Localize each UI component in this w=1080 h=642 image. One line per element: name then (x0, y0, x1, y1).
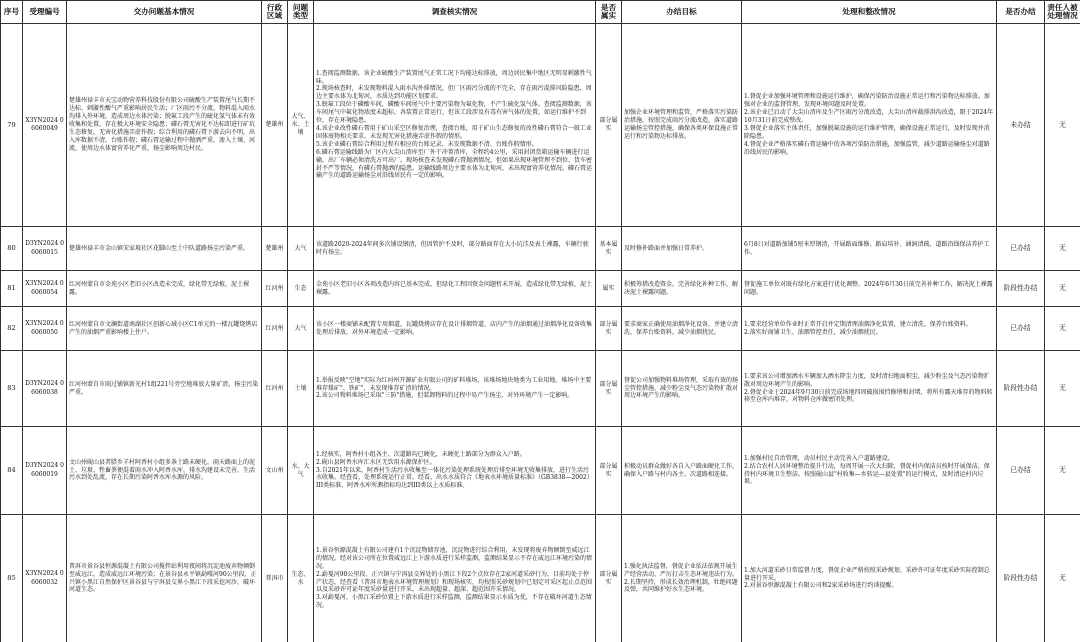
row-type: 大气、水、土壤 (288, 24, 314, 227)
table-row (1, 515, 1080, 642)
row-accountability: 无 (1045, 24, 1080, 227)
row-region: 红河州 (262, 271, 288, 307)
row-verified: 部分属实 (596, 307, 622, 351)
row-problem: 文山州砚山县者腊乡羊村阿香村小组多条土路未硬化，雨天路面上的泥土、垃圾、牲畜粪便混着雨水冲入阿香水库，排水沟建设未完善，生活污水到处乱流，存在长期污染阿香水库水源的风险。 (67, 427, 262, 515)
row-investigation: 1.举报反映"空地"实际为红河州开源矿业有限公司的矿料堆场，该堆场地块地类为工业用地。堆场中主要堆存煤矿"、铁矿"，未发现堆存矿渣的情况。 2.该公司物料堆场已采取"三防"措施，但装卸物料的过程中易产生扬尘，对外环境产生一定影响。 (314, 351, 596, 427)
header-accountability: 责任人被处理情况 (1045, 1, 1080, 24)
row-goal: 督促公司加强物料堆场管理，采取有效的扬尘管控措施，减少粉尘及气态污染物扩散对周边环境产生的影响。 (622, 351, 742, 427)
row-investigation: 1.景谷恒源混凝土有限公司建有1个沉淀物储存池，沉淀物进行综合利用，未发现将废弃物倾倒至威远江的情况。经对该公司所在位置威远江上下游水质进行采样监测，监测结果显示不存在威远江环境污染的情况。 2.勐戛河90公里段、正兴镇与宁洱县交界处的小黑江下段2个点位存在2家河道采砂行为，目前均处于停产状态，经查看《普洱市地表水环境管理规划》和现场核实，均按照采砂规划中已划定可采区起止点范围以及采砂许可证年度采砂量进行开采，未出现超量、超深、超范围开采情况。 3.对勐戛河、小黑江采砂位置上下游水质进行采样监测，监测结果显示水质为优，不存在破坏河道生态情况。 (314, 515, 596, 642)
row-type: 大气 (288, 227, 314, 271)
table-row (1, 227, 1080, 271)
row-verified: 部分属实 (596, 427, 622, 515)
row-problem: 红河州蒙自市文澜街道南湖社区创新心域小区C1单元的一楼瓦罐烧烤店产生的油烟严重影响楼上住户。 (67, 307, 262, 351)
row-goal: 要求商家正确使用油烟净化设备，并建立清洗、保养台账资料，减少油烟扰民。 (622, 307, 742, 351)
header-goal: 办结目标 (622, 1, 742, 24)
row-accountability: 无 (1045, 427, 1080, 515)
row-type: 水、大气 (288, 427, 314, 515)
row-problem: 红河州蒙自市金苑小区老旧小区改造未完成，绿化带无绿植，泥土裸露。 (67, 271, 262, 307)
header-type: 问题类型 (288, 1, 314, 24)
row-rectification: 6月8日对道路加铺5厘米厚钢渣，开展路面维修、路肩培补、涵洞清疏、道路沿线保洁养护工作。 (742, 227, 997, 271)
row-verified: 部分属实 (596, 515, 622, 642)
row-no: 82 (1, 307, 23, 351)
row-type: 生态 (288, 271, 314, 307)
header-verified: 是否属实 (596, 1, 622, 24)
row-goal: 及时修补路面并加强日常养护。 (622, 227, 742, 271)
row-completed: 已办结 (997, 227, 1045, 271)
table-row (1, 271, 1080, 307)
row-goal: 积极动员群众做好各自入户路面硬化工作，确保入户路与村内各主、次道路相连接。 (622, 427, 742, 515)
row-investigation: 1.查阅监测数据，该企业硫酸生产装置尾气正常工况下均能达标排放，周边居民集中地区无明显刺激性气味。 2.现场核查时，未发现物料混入雨水沟外排情况，但厂区雨污分流的不完全，存在雨污混排风险隐患，周边主要水体为北甸河，水质达到功能区划要求。 3.脱氟工段位于磷酸车间，磷酸车间尾气中主要污染物为氟化物，不产生硫化氢气体。查阅监测数据，该车间尾气中氟化物浓度未超标，各装置正常运行，但该工段涉及有毒有害气体的处置，如运行维护不到位，存在环境隐患。 4.该企业改性磷石膏用于矿山采空区修复治理，查阅台账，用于矿山生态修复的改性磷石膏符合一般工业固体废物相关要求，未发现无害化措施弄虚作假的情形。 5.该企业磷石膏综合利用过程有相应的台账记录，未发现数据不清、台账作假情形。 6.磷石膏运输线路为厂区内大尖山渣库至厂外干冲菁渣库，全程约4公里，采用封闭货箱运输车辆进行运输，出厂车辆必须清洗方可出厂。现场核查未发现磷石膏抛洒情况，但如果出现环境管理不到位、货车密封不严等情况，有磷石膏抛洒的隐患。运输线路周边主要水体为北甸河，未出现富营养化情况。磷石膏运输产生的道路运输扬尘对沿线居民有一定的影响。 (314, 24, 596, 227)
row-no: 85 (1, 515, 23, 642)
row-completed: 阶段性办结 (997, 515, 1045, 642)
table-row (1, 307, 1080, 351)
header-problem: 交办问题基本情况 (67, 1, 262, 24)
row-problem: 普洱市景谷县恒源混凝土有限公司搅拌站利用夜间将沉淀池废弃物倾倒至威远江，造成威远江环境污染；在景谷县永平镇勐嘎河90公里段、正兴镇小黑江自然保护区景谷县与宁洱县交界小黑江下段采挖河沙，破坏河道生态。 (67, 515, 262, 642)
header-no: 序号 (1, 1, 23, 24)
row-rectification: 1.加强村民自治管理，动员村民主动完善入户道路建设。 2.结合农村人居环境整治提升行动，每周开展一次大扫除，督促村内保洁员按时开展保洁，保持村内环境卫生整洁。按照砚山县"村收集—乡转运—县处置"的运行模式，及时清运村内垃圾。 (742, 427, 997, 515)
row-verified: 部分属实 (596, 351, 622, 427)
row-completed: 阶段性办结 (997, 351, 1045, 427)
row-region: 文山州 (262, 427, 288, 515)
row-problem: 楚雄州禄丰市金山镇宋家坡社区花脚山至土中队道路扬尘污染严重。 (67, 227, 262, 271)
row-rectification: 1.要求该公司增加洒水车辆加大洒水降尘力度，及时清扫地面积尘，减少粉尘及气态污染物扩散对周边环境产生的影响。 2.督促企业于2024年9月30日前完成场地四周破损围挡修缮和封堵，将所有露天堆存的物料转移至仓库内堆存，对物料仓库做密闭处理。 (742, 351, 997, 427)
header-investigation: 调查核实情况 (314, 1, 596, 24)
row-rectification: 督促施工单位对既有绿化方案进行优化调整，2024年6月30日前完善补种工作，解决泥土裸露问题。 (742, 271, 997, 307)
row-type: 土壤 (288, 351, 314, 427)
row-verified: 部分属实 (596, 24, 622, 227)
row-accountability: 无 (1045, 271, 1080, 307)
header-region: 行政区域 (262, 1, 288, 24)
row-region: 普洱市 (262, 515, 288, 642)
row-accountability: 无 (1045, 307, 1080, 351)
row-investigation: 该道路2020-2024年间多次铺设钢渣，但因管护不及时，部分路面存在大小坑洼及表土裸露，车辆行驶时有扬尘。 (314, 227, 596, 271)
row-accountability: 无 (1045, 227, 1080, 271)
row-region: 楚雄州 (262, 24, 288, 227)
row-id: X3YN2024 06060032 (23, 515, 67, 642)
row-id: X3YN2024 06060054 (23, 271, 67, 307)
row-no: 81 (1, 271, 23, 307)
row-id: D3YN2024 06060038 (23, 351, 67, 427)
row-problem: 楚雄州禄丰市天宝动物营养科技股份有限公司硫酸生产装置尾气长期不达标，刺激性酸气严重影响居民生活；厂区雨污不分流，物料混入雨水沟排入外环境，造成周边水体污染；脱氟工段产生的硫化氢气体未有效收集和处置，存在极大环境安全隐患；磷石膏无害化不达标即进行矿坑生态修复，无害化措施弄虚作假；综合利用的磷石膏下游去向不明，出入库数据不清，台账作假；磷石膏运输过程中抛洒严重，渗入土壤、河流，使周边水体富营养化严重，扬尘影响周边村民。 (67, 24, 262, 227)
header-id: 受理编号 (23, 1, 67, 24)
row-goal: 1.强化执法监督，督促企业依法依规开展生产经营活动，严厉打击生态环境违法行为。 2.长期坚持，形成长效治理机制，牡绝问题反弹，共同维护好水生态环境。 (622, 515, 742, 642)
row-rectification: 1.督促企业加强环境管理和设施运行维护，确保污染防治设施正常运行和污染物达标排放。加强对企业的监督管理，发现环境问题及时处置。 2.该企业已启动了大尖山渣库及生产区雨污分流改造，大尖山渣库截排洪沟改造，限于2024年10月31日前完成整改。 3.督促企业落实主体责任，加强脱氟设施的运行维护管理，确保设施正常运行，及时发现并消除隐患。 4.督促企业严格落实磷石膏运输中的各项污染防治措施，加强监管，减少道路运输扬尘对道路沿线居民的影响。 (742, 24, 997, 227)
row-region: 红河州 (262, 307, 288, 351)
row-accountability: 无 (1045, 351, 1080, 427)
row-type: 大气 (288, 307, 314, 351)
row-investigation: 金苑小区老旧小区各项改造内容已基本完成，但绿化工程因资金问题暂未开展，造成绿化带无绿植，泥土裸露。 (314, 271, 596, 307)
table-row (1, 24, 1080, 227)
row-id: D3YN2024 06060015 (23, 227, 67, 271)
row-region: 楚雄州 (262, 227, 288, 271)
row-completed: 阶段性办结 (997, 271, 1045, 307)
row-completed: 已办结 (997, 427, 1045, 515)
row-id: X3YN2024 06060050 (23, 307, 67, 351)
row-goal: 积极筹措改造资金，完善绿化补种工作，解决泥土裸露问题。 (622, 271, 742, 307)
header-rectification: 处理和整改情况 (742, 1, 997, 24)
row-region: 红河州 (262, 351, 288, 427)
row-id: X3YN2024 06060049 (23, 24, 67, 227)
row-accountability: 无 (1045, 515, 1080, 642)
row-investigation: 该小区一楼商铺未配置专用烟道，瓦罐烧烤店存在设计排烟管道，店内产生的油烟通过油烟净化设备收集处理后排放，对外环境造成一定影响。 (314, 307, 596, 351)
header-completed: 是否办结 (997, 1, 1045, 24)
row-no: 83 (1, 351, 23, 427)
row-completed: 未办结 (997, 24, 1045, 227)
row-verified: 属实 (596, 271, 622, 307)
row-no: 79 (1, 24, 23, 227)
row-rectification: 1.要求经营单位作业时正常开启并定期清理油烟净化装置，建立清洗、保养台账资料。 2.落实好商铺卫生、油烟管控责任，减少油烟扰民。 (742, 307, 997, 351)
row-verified: 基本属实 (596, 227, 622, 271)
row-id: D3YN2024 06060019 (23, 427, 67, 515)
header-row (1, 1, 1080, 24)
row-type: 生态、水 (288, 515, 314, 642)
row-completed: 已办结 (997, 307, 1045, 351)
row-goal: 加强企业环境管理和监管，严格落实污染防治措施，按照完成雨污分流改造，落实道路运输扬尘管控措施，确保各类环保设施正常运行和污染物达标排放。 (622, 24, 742, 227)
row-no: 84 (1, 427, 23, 515)
row-investigation: 1.经核实，阿香村小组各主、次道路均已硬化，未硬化土路部分为群众入户路。 2.砚山县阿香水库汇水区无饮用水源保护区。 3.自2021年以来，阿香村生活污水收集至一体化污染处理系统处理后排至环境无收集排放，进行生活污水收集。经查看，处理系统运行正常。经看，出水水质符合《地表水环境质量标准》（GB3838—2002）III类标准，阿香水库所测指标均达到III类以上水质标准。 (314, 427, 596, 515)
table-row (1, 351, 1080, 427)
row-problem: 红河州蒙自市雨过铺镇新光村1组221号旁空地堆放大量矿渣，扬尘污染严重。 (67, 351, 262, 427)
table-row (1, 427, 1080, 515)
row-no: 80 (1, 227, 23, 271)
row-rectification: 1.加大河道采砂日常监督力度，督促企业严格按照采砂规划、采砂许可证年度采砂实际控制总量进行开采。 2.对景谷恒源混凝土有限公司和2家采砂场进行约谈提醒。 (742, 515, 997, 642)
